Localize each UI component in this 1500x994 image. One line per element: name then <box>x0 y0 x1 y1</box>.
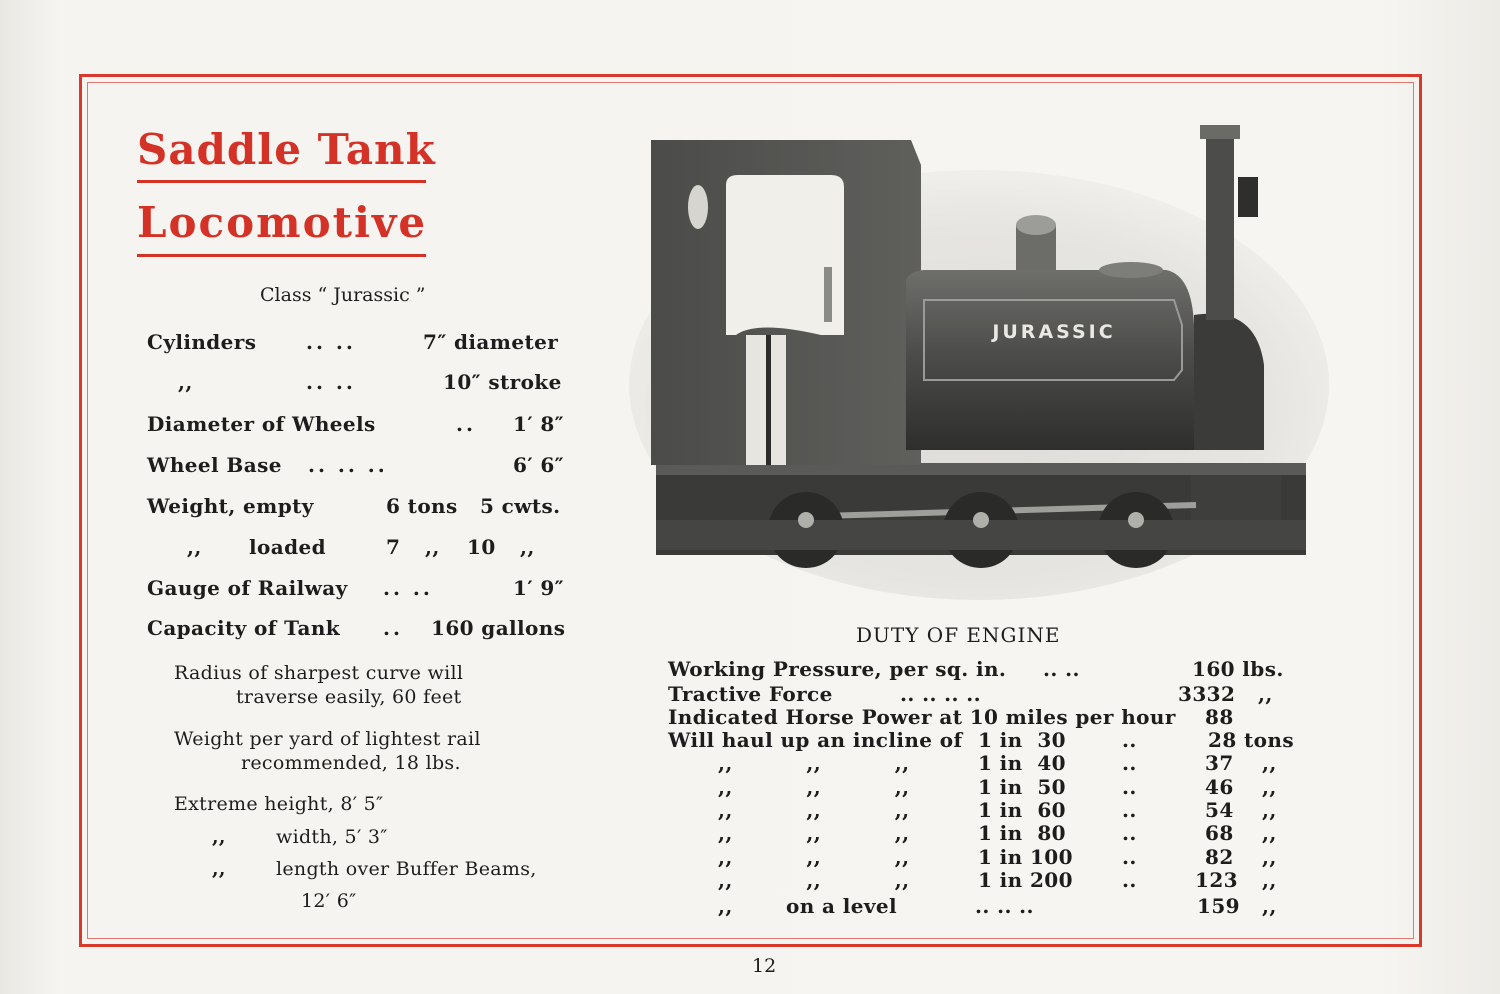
duty-tractive-dots: .. .. .. .. <box>900 682 981 706</box>
spec-base-label: Wheel Base <box>147 453 282 477</box>
duty-pressure-label: Working Pressure, per sq. in. <box>668 657 1007 681</box>
incline-row-tons: 28 tons <box>1208 728 1294 752</box>
duty-tractive-value: 3332 <box>1178 682 1236 706</box>
incline-row-dots: .. <box>1122 728 1137 752</box>
spec-cylinders-value: 7″ diameter <box>423 330 559 354</box>
lamp <box>1238 177 1258 217</box>
note-width-ditto: ,, <box>212 826 226 848</box>
spec-tank-dots: .. <box>383 616 403 640</box>
note-rail-line-1: Weight per yard of lightest rail <box>174 728 481 750</box>
incline-row-ditto-end: ,, <box>1262 868 1277 892</box>
incline-row-ditto-end: ,, <box>1262 775 1277 799</box>
note-curve-line-2: traverse easily, 60 feet <box>236 686 462 708</box>
incline-row-ditto: ,, ,, ,, <box>718 751 910 775</box>
incline-row-dots: .. <box>1122 751 1137 775</box>
note-width: width, 5′ 3″ <box>276 826 388 848</box>
incline-row-tons: 68 <box>1205 821 1234 845</box>
incline-row-ditto: ,, ,, ,, <box>718 821 910 845</box>
incline-row-gradient: 1 in 30 <box>978 728 1066 752</box>
incline-row-tons: 54 <box>1205 798 1234 822</box>
incline-row-ditto-end: ,, <box>1262 821 1277 845</box>
duty-tractive-ditto: ,, <box>1258 682 1273 706</box>
saddle-tank <box>906 270 1194 450</box>
sand-box <box>1099 262 1163 278</box>
note-rail-line-2: recommended, 18 lbs. <box>241 752 461 774</box>
spec-cylinders-label: Cylinders <box>147 330 257 354</box>
cylinder <box>1191 475 1281 525</box>
incline-row-dots: .. <box>1122 798 1137 822</box>
spec-base-dots: .. .. .. <box>308 453 388 477</box>
level-ditto: ,, <box>718 894 733 918</box>
page-number: 12 <box>752 955 777 977</box>
title-line-2: Locomotive <box>137 198 428 247</box>
spec-gauge-label: Gauge of Railway <box>147 576 348 600</box>
note-length-ditto: ,, <box>212 858 226 880</box>
duty-pressure-value: 160 lbs. <box>1192 657 1284 681</box>
spec-loaded-cwts: 10 <box>467 535 496 559</box>
spec-stroke-value: 10″ stroke <box>443 370 562 394</box>
incline-row-dots: .. <box>1122 845 1137 869</box>
note-height: Extreme height, 8′ 5″ <box>174 793 384 815</box>
duty-haul-label: Will haul up an incline of <box>668 728 963 752</box>
level-dots: .. .. .. <box>975 894 1034 918</box>
incline-row-ditto: ,, ,, ,, <box>718 868 910 892</box>
spec-cylinders-dots: .. .. <box>306 330 356 354</box>
spec-base-value: 6′ 6″ <box>513 453 565 477</box>
spec-gauge-dots: .. .. <box>383 576 433 600</box>
spec-wheels-dots: .. <box>456 412 476 436</box>
spec-tank-label: Capacity of Tank <box>147 616 341 640</box>
incline-row-dots: .. <box>1122 821 1137 845</box>
duty-heading: DUTY OF ENGINE <box>856 623 1061 647</box>
incline-row-tons: 123 <box>1195 868 1238 892</box>
incline-row-tons: 46 <box>1205 775 1234 799</box>
note-length: length over Buffer Beams, <box>276 858 537 880</box>
incline-row-gradient: 1 in 80 <box>978 821 1066 845</box>
title-line-1: Saddle Tank <box>137 125 436 174</box>
incline-row-ditto-end: ,, <box>1262 798 1277 822</box>
spec-loaded-ditto: ,, <box>187 535 202 559</box>
note-curve-line-1: Radius of sharpest curve will <box>174 662 464 684</box>
incline-row-gradient: 1 in 100 <box>978 845 1073 869</box>
duty-pressure-dots: .. .. <box>1043 657 1080 681</box>
spec-loaded-ditto-2: ,, <box>425 535 440 559</box>
incline-row-ditto: ,, ,, ,, <box>718 775 910 799</box>
locomotive-photo <box>626 125 1332 615</box>
level-ditto-end: ,, <box>1262 894 1277 918</box>
spec-wheels-value: 1′ 8″ <box>513 412 565 436</box>
title-rule-1 <box>137 180 426 183</box>
engine-name-plate: JURASSIC <box>992 321 1116 343</box>
incline-row-tons: 37 <box>1205 751 1234 775</box>
smokebox <box>1194 314 1264 450</box>
duty-hp-value: 88 <box>1205 705 1234 729</box>
incline-row-ditto: ,, ,, ,, <box>718 798 910 822</box>
duty-tractive-label: Tractive Force <box>668 682 833 706</box>
cab-whistle <box>824 267 832 322</box>
spec-tank-value: 160 gallons <box>431 616 566 640</box>
title-rule-2 <box>137 254 426 257</box>
spec-weight-label: Weight, empty <box>147 494 314 518</box>
spec-loaded-label: loaded <box>249 535 326 559</box>
incline-row-gradient: 1 in 200 <box>978 868 1073 892</box>
incline-row-ditto-end: ,, <box>1262 845 1277 869</box>
chimney <box>1206 130 1234 320</box>
incline-row-dots: .. <box>1122 868 1137 892</box>
spec-stroke-dots: .. .. <box>306 370 356 394</box>
incline-row-tons: 82 <box>1205 845 1234 869</box>
level-label: on a level <box>786 894 898 918</box>
duty-hp-label: Indicated Horse Power at 10 miles per hour <box>668 705 1176 729</box>
cab-spectacle-window <box>688 185 708 229</box>
level-value: 159 <box>1197 894 1240 918</box>
incline-row-gradient: 1 in 50 <box>978 775 1066 799</box>
incline-row-ditto-end: ,, <box>1262 751 1277 775</box>
incline-row-ditto: ,, ,, ,, <box>718 845 910 869</box>
spec-weight-cwts: 5 cwts. <box>480 494 561 518</box>
note-length-value: 12′ 6″ <box>301 890 357 912</box>
incline-row-dots: .. <box>1122 775 1137 799</box>
spec-wheels-label: Diameter of Wheels <box>147 412 376 436</box>
incline-row-gradient: 1 in 60 <box>978 798 1066 822</box>
incline-row-gradient: 1 in 40 <box>978 751 1066 775</box>
spec-loaded-tons: 7 <box>386 535 401 559</box>
spec-weight-tons: 6 tons <box>386 494 458 518</box>
class-name: Class “ Jurassic ” <box>260 284 426 306</box>
spec-loaded-ditto-3: ,, <box>520 535 535 559</box>
spec-stroke-ditto: ,, <box>178 370 193 394</box>
spec-gauge-value: 1′ 9″ <box>513 576 565 600</box>
